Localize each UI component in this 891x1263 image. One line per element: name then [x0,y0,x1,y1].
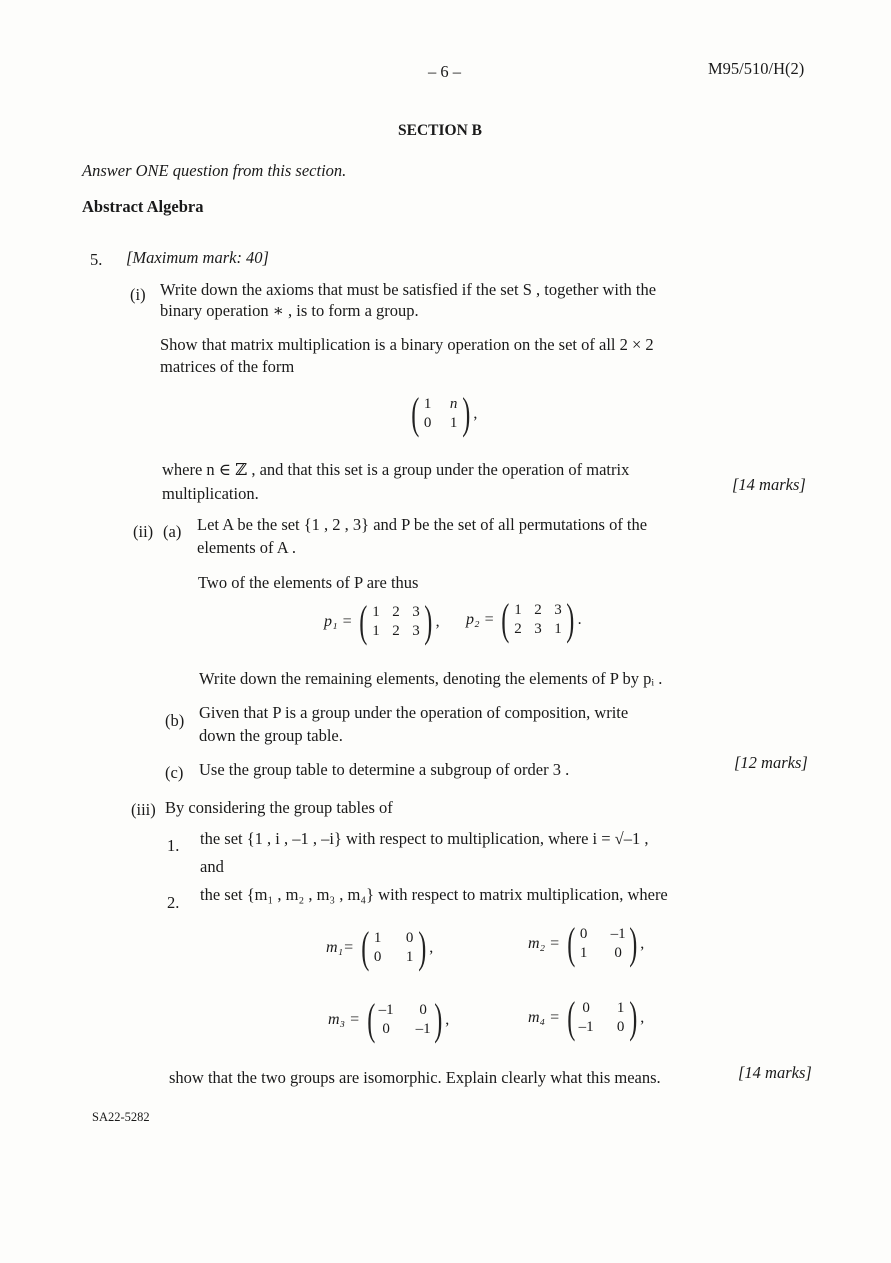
permutation-p2: p₂ = ( 1 2 3 2 3 1 ) . [466,595,582,644]
matrix-suffix: , [473,405,478,422]
max-mark: [Maximum mark: 40] [126,248,269,267]
matrix-suffix: . [577,611,582,628]
part-ii-b-label: (b) [165,711,185,730]
matrix-suffix: , [445,1011,450,1028]
p1-label: p₁ = [324,613,353,630]
matrix-cell: –1 [415,1021,431,1037]
matrix-cell: 3 [554,602,562,618]
part-ii-a-line3: Two of the elements of P are thus [198,573,419,592]
matrix-m4: m₄ = ( 0 1 –1 0 ) , [528,993,645,1042]
matrix-cell: 0 [616,1019,625,1035]
question-number: 5. [90,250,103,269]
matrix-cell: 2 [534,602,542,618]
matrix-cell: 2 [392,604,400,620]
part-iii-item1-line2: and [200,857,224,876]
part-iii-label: (iii) [131,800,156,819]
footer-code: SA22-5282 [92,1110,150,1124]
matrix-cell: 3 [534,621,542,637]
matrix-cell: –1 [610,926,626,942]
part-ii-b-line1: Given that P is a group under the operation of composition, write [199,703,629,722]
part-ii-label: (ii) [133,522,154,541]
part-i-label: (i) [130,285,146,304]
m1-label: m₁= [326,939,354,956]
matrix-cell: 1 [373,930,382,946]
matrix-cell: n [449,396,458,412]
exam-code: M95/510/H(2) [708,59,805,78]
part-ii-a-line1: Let A be the set {1 , 2 , 3} and P be the set of all permutations of the [197,515,648,534]
part-iii-item1-line1: the set {1 , i , –1 , –i} with respect to multiplication, where i = √–1 , [200,829,649,848]
part-iii-item2-label: 2. [167,893,180,912]
section-title: SECTION B [398,122,482,139]
matrix-suffix: , [640,1009,645,1026]
matrix-m1: m₁= ( 1 0 0 1 ) , [326,923,434,972]
part-ii-a-line4: Write down the remaining elements, denoting the elements of P by pᵢ . [199,669,663,688]
part-i-line6: multiplication. [162,484,259,503]
matrix-m3: m₃ = ( –1 0 0 –1 ) , [328,995,450,1044]
matrix-cell: 1 [579,945,588,961]
m3-label: m₃ = [328,1011,360,1028]
matrix-cell: 0 [382,1021,390,1037]
matrix-cell: 1 [514,602,522,618]
matrix-cell: 1 [372,623,380,639]
matrix-cell: 3 [412,604,420,620]
part-i-line2: binary operation ∗ , is to form a group. [160,301,419,320]
part-iii-intro: By considering the group tables of [165,798,393,817]
matrix-cell: 1 [405,949,414,965]
part-iii-item1-label: 1. [167,836,180,855]
part-ii-a-line2: elements of A . [197,538,296,557]
part-i-line5: where n ∈ ℤ , and that this set is a group under the operation of matrix [162,460,630,479]
matrix-cell: 0 [579,926,588,942]
matrix-suffix: , [429,939,434,956]
matrix-cell: 2 [392,623,400,639]
matrix-suffix: , [435,613,440,630]
matrix-cell: 0 [419,1002,427,1018]
matrix-cell: 1 [423,396,432,412]
page-number: – 6 – [428,62,461,81]
matrix-cell: 3 [412,623,420,639]
matrix-cell: –1 [578,1019,594,1035]
matrix-1n01: ( 1 n 0 1 ) , [411,389,478,438]
matrix-cell: 2 [514,621,522,637]
matrix-cell: 0 [582,1000,590,1016]
matrix-cell: 1 [554,621,562,637]
m4-label: m₄ = [528,1009,560,1026]
part-ii-a-label: (a) [163,522,182,541]
matrix-cell: –1 [378,1002,394,1018]
part-i-line3: Show that matrix multiplication is a binary operation on the set of all 2 × 2 [160,335,654,354]
matrix-suffix: , [640,935,645,952]
matrix-cell: 0 [405,930,414,946]
matrix-cell: 1 [372,604,380,620]
instruction: Answer ONE question from this section. [82,161,347,180]
part-iii-item2-line1: the set {m₁ , m₂ , m₃ , m₄} with respect to matrix multiplication, where [200,885,668,904]
matrix-cell: 0 [614,945,622,961]
matrix-cell: 0 [373,949,382,965]
matrix-m2: m₂ = ( 0 –1 1 0 ) , [528,919,645,968]
permutation-p1: p₁ = ( 1 2 3 1 2 3 ) , [324,597,440,646]
p2-label: p₂ = [466,611,495,628]
part-iii-final: show that the two groups are isomorphic. Explain clearly what this means. [169,1068,661,1087]
part-iii-marks: [14 marks] [738,1063,812,1082]
matrix-cell: 0 [423,415,432,431]
m2-label: m₂ = [528,935,560,952]
matrix-cell: 1 [449,415,458,431]
part-ii-b-line2: down the group table. [199,726,343,745]
part-ii-c-line1: Use the group table to determine a subgroup of order 3 . [199,760,570,779]
part-ii-marks: [12 marks] [734,753,808,772]
topic-heading: Abstract Algebra [82,197,204,216]
matrix-cell: 1 [616,1000,625,1016]
part-ii-c-label: (c) [165,763,184,782]
part-i-line4: matrices of the form [160,357,295,376]
part-i-marks: [14 marks] [732,475,806,494]
part-i-line1: Write down the axioms that must be satisfied if the set S , together with the [160,280,657,299]
